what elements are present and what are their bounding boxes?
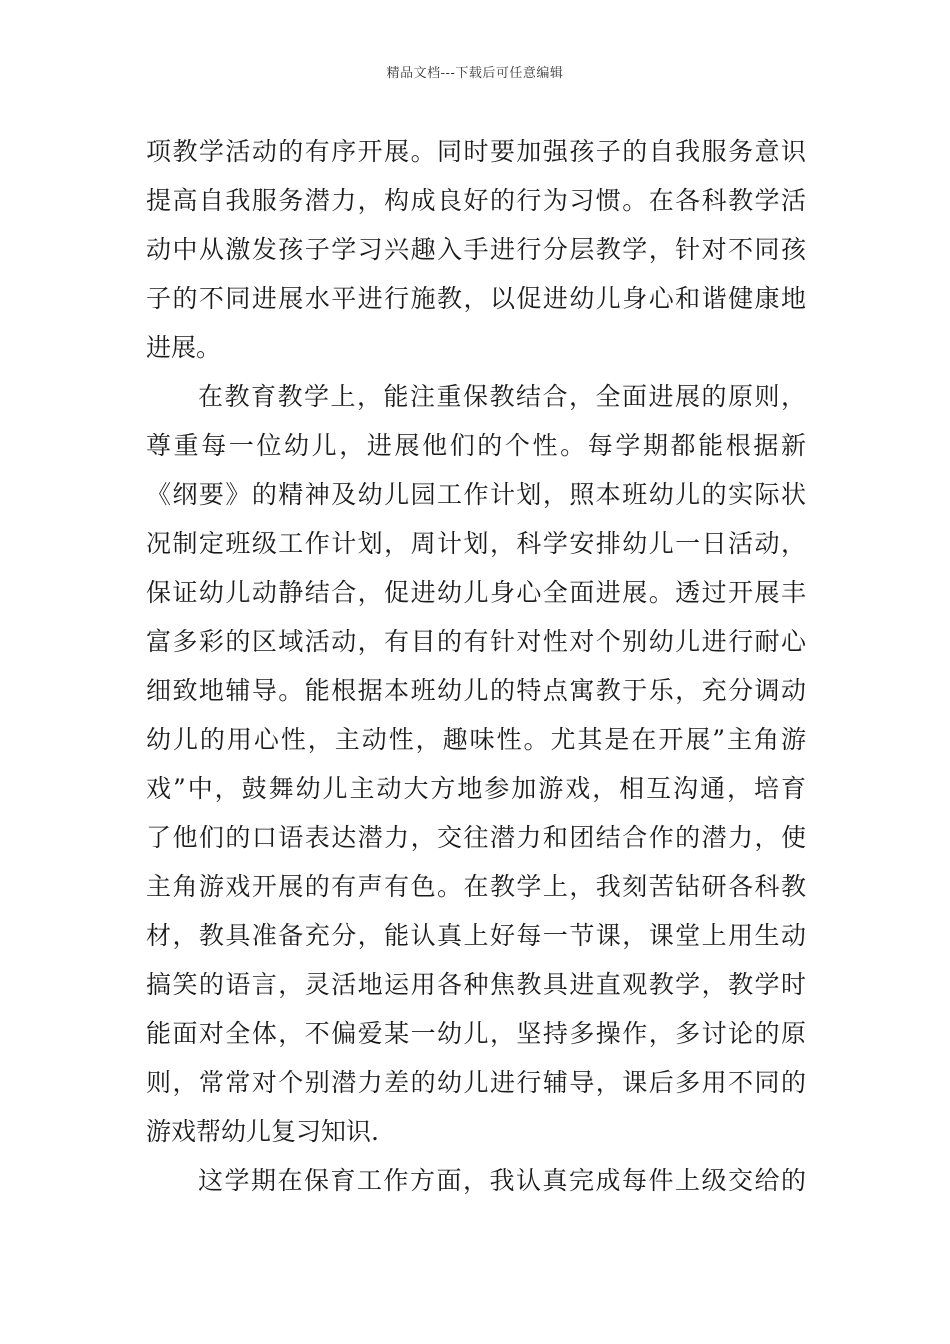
text-line: 幼儿的用心性，主动性，趣味性。尤其是在开展”主角游 — [146, 725, 806, 754]
text-line: 子的不同进展水平进行施教，以促进幼儿身心和谐健康地 — [146, 284, 806, 313]
text-line: 游戏帮幼儿复习知识. — [146, 1117, 379, 1146]
text-line: 材，教具准备充分，能认真上好每一节课，课堂上用生动 — [146, 921, 806, 950]
text-line: 保证幼儿动静结合，促进幼儿身心全面进展。透过开展丰 — [146, 578, 806, 607]
text-line: 《纲要》的精神及幼儿园工作计划，照本班幼儿的实际状 — [146, 480, 806, 509]
text-line: 了他们的口语表达潜力，交往潜力和团结合作的潜力，使 — [146, 823, 806, 852]
text-line: 项教学活动的有序开展。同时要加强孩子的自我服务意识 — [146, 137, 806, 166]
text-line: 搞笑的语言，灵活地运用各种焦教具进直观教学，教学时 — [146, 970, 806, 999]
text-line: 尊重每一位幼儿，进展他们的个性。每学期都能根据新 — [146, 431, 806, 460]
text-line: 则，常常对个别潜力差的幼儿进行辅导，课后多用不同的 — [146, 1068, 806, 1097]
text-line: 进展。 — [146, 333, 222, 362]
text-line: 况制定班级工作计划，周计划，科学安排幼儿一日活动， — [146, 529, 806, 558]
text-line: 主角游戏开展的有声有色。在教学上，我刻苦钻研各科教 — [146, 872, 806, 901]
body-text — [146, 127, 806, 1205]
text-line: 细致地辅导。能根据本班幼儿的特点寓教于乐，充分调动 — [146, 676, 806, 705]
paragraph-first-line: 这学期在保育工作方面，我认真完成每件上级交给的 — [198, 1166, 806, 1195]
text-line: 戏”中，鼓舞幼儿主动大方地参加游戏，相互沟通，培育 — [146, 774, 806, 803]
text-line: 能面对全体，不偏爱某一幼儿，坚持多操作，多讨论的原 — [146, 1019, 806, 1048]
text-line: 动中从激发孩子学习兴趣入手进行分层教学，针对不同孩 — [146, 235, 806, 264]
text-line: 富多彩的区域活动，有目的有针对性对个别幼儿进行耐心 — [146, 627, 806, 656]
text-line: 提高自我服务潜力，构成良好的行为习惯。在各科教学活 — [146, 186, 806, 215]
page-header: 精品文档---下载后可任意编辑 — [386, 66, 564, 81]
paragraph-first-line: 在教育教学上，能注重保教结合，全面进展的原则， — [198, 382, 806, 411]
